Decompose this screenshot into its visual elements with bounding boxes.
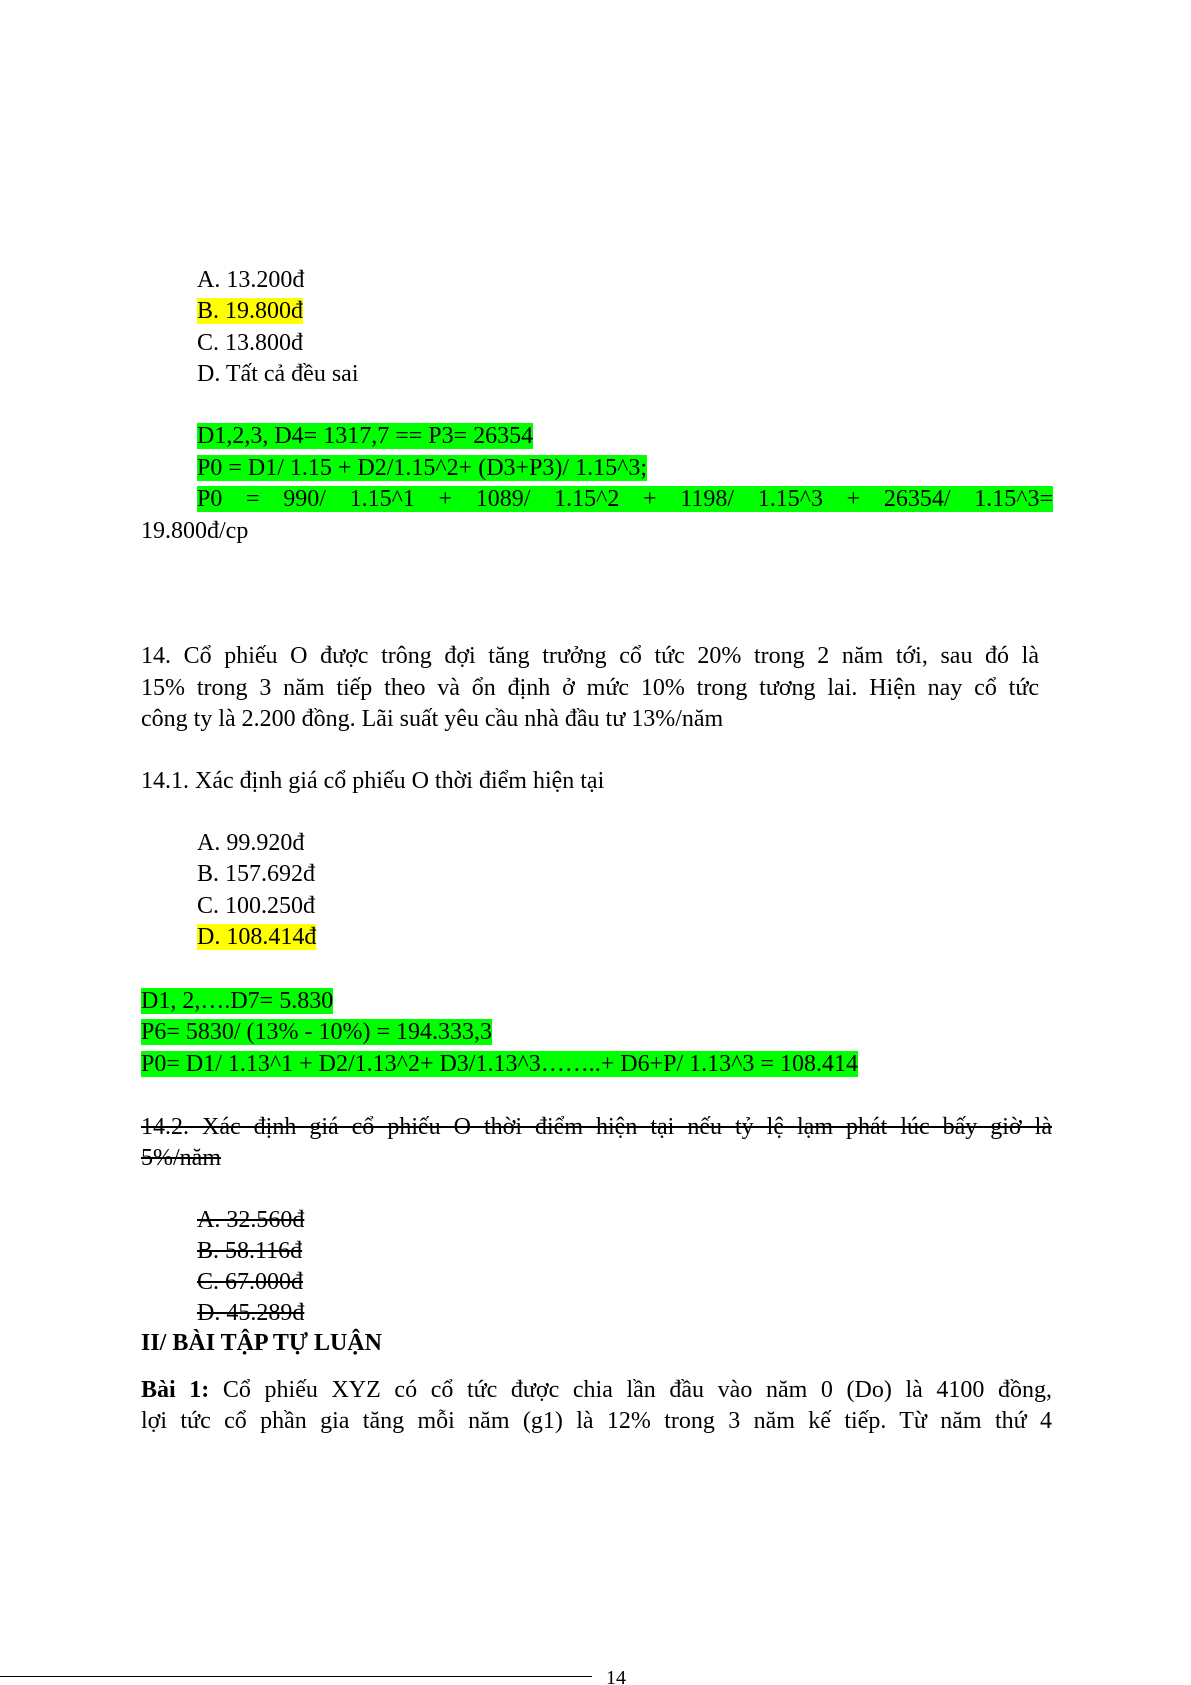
q13-solution-line-3 (197, 484, 1053, 514)
q14-statement-line-1: 14. Cổ phiếu O được trông đợi tăng trưởng cổ tức 20% trong 2 năm tới, sau đó là (141, 643, 1039, 669)
q13-solution-line-2 (197, 453, 647, 483)
q14-1-solution-line-3-text: P0= D1/ 1.13^1 + D2/1.13^2+ D3/1.13^3……..+ D6+P/ 1.13^3 = 108.414 (141, 1051, 858, 1077)
q14-statement-line-2: 15% trong 3 năm tiếp theo và ổn định ở mức 10% trong tương lai. Hiện nay cổ tức (141, 675, 1039, 701)
bai1-line-1 (141, 1375, 1052, 1405)
q14-2-option-c: C. 67.000đ (197, 1269, 304, 1295)
q13-solution-line-3-text: P0 = 990/ 1.15^1 + 1089/ 1.15^2 + 1198/ 1.15^3 + 26354/ 1.15^3= (197, 486, 1053, 512)
q14-statement-line-3: công ty là 2.200 đồng. Lãi suất yêu cầu nhà đầu tư 13%/năm (141, 706, 724, 732)
q14-1-option-b: B. 157.692đ (197, 861, 316, 887)
q14-1-option-c: C. 100.250đ (197, 893, 316, 919)
q14-1-solution-line-1 (141, 986, 333, 1016)
q14-1-option-d-highlight: D. 108.414đ (197, 924, 317, 950)
q13-option-c: C. 13.800đ (197, 330, 304, 356)
footer-divider (0, 1676, 592, 1677)
q14-2-question-line-2: 5%/năm (141, 1145, 221, 1171)
q14-1-solution-line-1-text: D1, 2,….D7= 5.830 (141, 988, 334, 1014)
q13-solution-line-2-text: P0 = D1/ 1.15 + D2/1.15^2+ (D3+P3)/ 1.15^3; (197, 455, 648, 481)
q14-1-solution-line-3 (141, 1049, 858, 1079)
page-number: 14 (606, 1668, 626, 1685)
q13-solution-line-4: 19.800đ/cp (141, 518, 249, 544)
q13-option-b-highlight: B. 19.800đ (197, 298, 304, 324)
q13-option-d: D. Tất cả đều sai (197, 361, 359, 387)
q14-1-option-a: A. 99.920đ (197, 830, 305, 856)
q13-option-a: A. 13.200đ (197, 267, 305, 293)
q13-solution-line-1-text: D1,2,3, D4= 1317,7 == P3= 26354 (197, 423, 534, 449)
q14-2-option-b: B. 58.116đ (197, 1238, 303, 1264)
bai1-label: Bài 1: (141, 1377, 210, 1403)
q14-1-option-d (197, 922, 316, 952)
bai1-line-2: lợi tức cổ phần gia tăng mỗi năm (g1) là 12% trong 3 năm kế tiếp. Từ năm thứ 4 (141, 1408, 1052, 1434)
q13-option-b (197, 296, 303, 326)
q14-2-option-a: A. 32.560đ (197, 1207, 305, 1233)
bai1-line-1-text: Cổ phiếu XYZ có cổ tức được chia lần đầu vào năm 0 (Do) là 4100 đồng, (209, 1377, 1052, 1403)
q14-1-solution-line-2-text: P6= 5830/ (13% - 10%) = 194.333,3 (141, 1019, 493, 1045)
q14-1-question: 14.1. Xác định giá cổ phiếu O thời điểm hiện tại (141, 768, 605, 794)
section-heading: II/ BÀI TẬP TỰ LUẬN (141, 1330, 382, 1356)
q14-1-solution-line-2 (141, 1017, 492, 1047)
q13-solution-line-1 (197, 421, 533, 451)
q14-2-option-d: D. 45.289đ (197, 1300, 305, 1326)
q14-2-question-line-1: 14.2. Xác định giá cổ phiếu O thời điểm hiện tại nếu tỷ lệ lạm phát lúc bấy giờ là (141, 1114, 1052, 1140)
